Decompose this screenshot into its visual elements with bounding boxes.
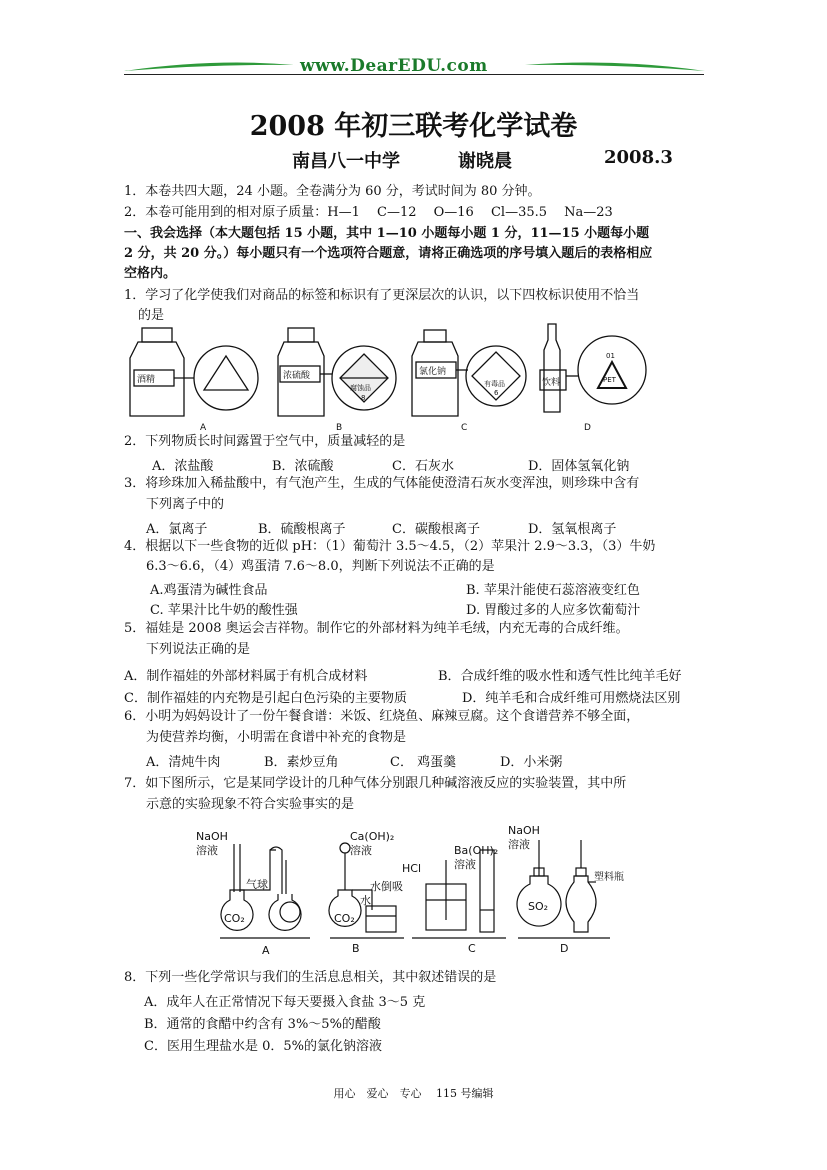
q8-option-a: A．成年人在正常情况下每天要摄入食盐 3～5 克 [144, 995, 426, 1010]
note-1: 1．本卷共四大题，24 小题。全卷满分为 60 分，考试时间为 80 分钟。 [124, 184, 541, 199]
q7-b-solution: 溶液 [350, 844, 372, 857]
q7-letter-a: A [262, 944, 270, 957]
q1-sign-c: 有毒品 [484, 380, 505, 388]
q1-sign-d-2: PET [603, 376, 616, 384]
q7-c-solution: 溶液 [454, 858, 476, 871]
q3-stem-2: 下列离子中的 [146, 497, 225, 512]
q1-stem: 1．学习了化学使我们对商品的标签和标识有了更深层次的认识，以下四枚标识使用不恰当 [124, 288, 640, 303]
q6-option-d: D．小米粥 [500, 755, 563, 770]
q6-stem-2: 为使营养均衡，小明需在食谱中补充的食物是 [146, 730, 407, 745]
q4-stem-2: 6.3～6.6，（4）鸡蛋清 7.6～8.0，判断下列说法不正确的是 [146, 559, 495, 574]
q7-letter-b: B [352, 942, 360, 955]
q4-option-d: D. 胃酸过多的人应多饮葡萄汁 [466, 603, 641, 618]
q1-label-a: 酒精 [137, 375, 156, 385]
q7-c-hcl: HCl [402, 862, 422, 875]
q1-sign-b: 腐蚀品 [350, 384, 371, 392]
q1-letter-b: B [336, 423, 343, 433]
q6-option-c: C． 鸡蛋羹 [390, 755, 457, 770]
q1-figure [128, 324, 668, 434]
q4-option-c: C. 苹果汁比牛奶的酸性强 [150, 603, 298, 618]
q7-stem: 7．如下图所示，它是某同学设计的几种气体分别跟几种碱溶液反应的实验装置，其中所 [124, 776, 627, 791]
q7-d-solution: 溶液 [508, 838, 530, 851]
q1-letter-c: C [461, 423, 468, 433]
q4-stem: 4．根据以下一些食物的近似 pH：（1）葡萄汁 3.5～4.5，（2）苹果汁 2.9～3.3，（3）牛奶 [124, 539, 656, 554]
q2-option-a: A．浓盐酸 [152, 459, 214, 474]
q2-option-d: D．固体氢氧化钠 [528, 459, 630, 474]
q5-stem: 5．福娃是 2008 奥运会吉祥物。制作它的外部材料为纯羊毛绒，内充无毒的合成纤维。 [124, 621, 629, 636]
section1-heading-line2: 2 分，共 20 分。）每小题只有一个选项符合题意，请将正确选项的序号填入题后的表格相应 [124, 246, 653, 261]
q7-b-caoh: Ca(OH)₂ [350, 830, 395, 843]
q5-stem-2: 下列说法正确的是 [146, 642, 251, 657]
page-footer: 用心 爱心 专心 115 号编辑 [333, 1087, 494, 1100]
q7-a-naoh: NaOH [196, 830, 228, 843]
q2-stem: 2．下列物质长时间露置于空气中，质量减轻的是 [124, 434, 406, 449]
header-swoosh-right [525, 60, 705, 72]
q7-stem-2: 示意的实验现象不符合实验事实的是 [146, 797, 355, 812]
section1-heading: 一、我会选择（本大题包括 15 小题，其中 1—10 小题每小题 1 分，11—15 小题每小题 [124, 226, 650, 241]
q8-option-c: C．医用生理盐水是 0．5%的氯化钠溶液 [144, 1039, 382, 1054]
q3-option-b: B．硫酸根离子 [258, 522, 346, 537]
header-site[interactable]: www.DearEDU.com [300, 56, 488, 76]
q6-stem: 6．小明为妈妈设计了一份午餐食谱：米饭、红烧鱼、麻辣豆腐。这个食谱营养不够全面， [124, 709, 640, 724]
q5-option-a: A．制作福娃的外部材料属于有机合成材料 [124, 669, 368, 684]
q6-option-b: B．素炒豆角 [264, 755, 339, 770]
q1-sign-c-num: 6 [494, 389, 499, 397]
q1-sign-d-1: 01 [606, 352, 615, 360]
q2-option-b: B．浓硫酸 [272, 459, 334, 474]
subtitle-author: 谢晓晨 [458, 151, 512, 172]
q7-d-so2: SO₂ [528, 900, 549, 913]
q3-option-a: A．氯离子 [146, 522, 208, 537]
q1-label-d: 饮料 [542, 378, 561, 388]
q3-option-d: D．氢氧根离子 [528, 522, 617, 537]
q7-letter-c: C [468, 942, 476, 955]
q1-stem-2: 的是 [138, 308, 165, 323]
q7-letter-d: D [560, 942, 569, 955]
q8-stem: 8．下列一些化学常识与我们的生活息息相关，其中叙述错误的是 [124, 970, 497, 985]
q1-letter-a: A [200, 423, 207, 433]
q3-stem: 3．将珍珠加入稀盐酸中，有气泡产生，生成的气体能使澄清石灰水变浑浊，则珍珠中含有 [124, 476, 640, 491]
q4-option-a: A.鸡蛋清为碱性食品 [150, 583, 268, 598]
q7-a-solution: 溶液 [196, 844, 218, 857]
q3-option-c: C．碳酸根离子 [392, 522, 480, 537]
note-2: 2．本卷可能用到的相对原子质量：H—1 C—12 O—16 Cl—35.5 Na—23 [124, 205, 613, 220]
q1-label-c: 氯化钠 [419, 367, 447, 377]
q5-option-c: C．制作福娃的内充物是引起白色污染的主要物质 [124, 691, 407, 706]
q7-b-suck: 水倒吸 [370, 880, 403, 893]
q7-a-balloon: 气球 [246, 878, 268, 891]
q7-b-water: 水 [360, 894, 371, 907]
section1-heading-line3: 空格内。 [124, 266, 177, 281]
q7-b-co2: CO₂ [334, 912, 355, 925]
q7-d-bottle: 塑料瓶 [594, 872, 624, 883]
page-title: 2008 年初三联考化学试卷 [249, 111, 578, 142]
q2-option-c: C．石灰水 [392, 459, 454, 474]
q7-a-co2: CO₂ [224, 912, 245, 925]
q5-option-d: D．纯羊毛和合成纤维可用燃烧法区别 [462, 691, 681, 706]
subtitle-date: 2008.3 [604, 147, 673, 168]
q7-d-naoh: NaOH [508, 824, 540, 837]
subtitle-school: 南昌八一中学 [292, 151, 400, 172]
header-swoosh-left [124, 60, 294, 72]
q8-option-b: B．通常的食醋中约含有 3%～5%的醋酸 [144, 1017, 381, 1032]
q1-letter-d: D [584, 423, 591, 433]
q7-figure [190, 820, 624, 960]
q7-c-baoh: Ba(OH)₂ [454, 844, 499, 857]
q1-sign-b-num: 8 [361, 394, 366, 402]
q6-option-a: A．清炖牛肉 [146, 755, 221, 770]
q4-option-b: B. 苹果汁能使石蕊溶液变红色 [466, 583, 640, 598]
q5-option-b: B．合成纤维的吸水性和透气性比纯羊毛好 [438, 669, 682, 684]
q1-label-b: 浓硫酸 [283, 371, 311, 381]
